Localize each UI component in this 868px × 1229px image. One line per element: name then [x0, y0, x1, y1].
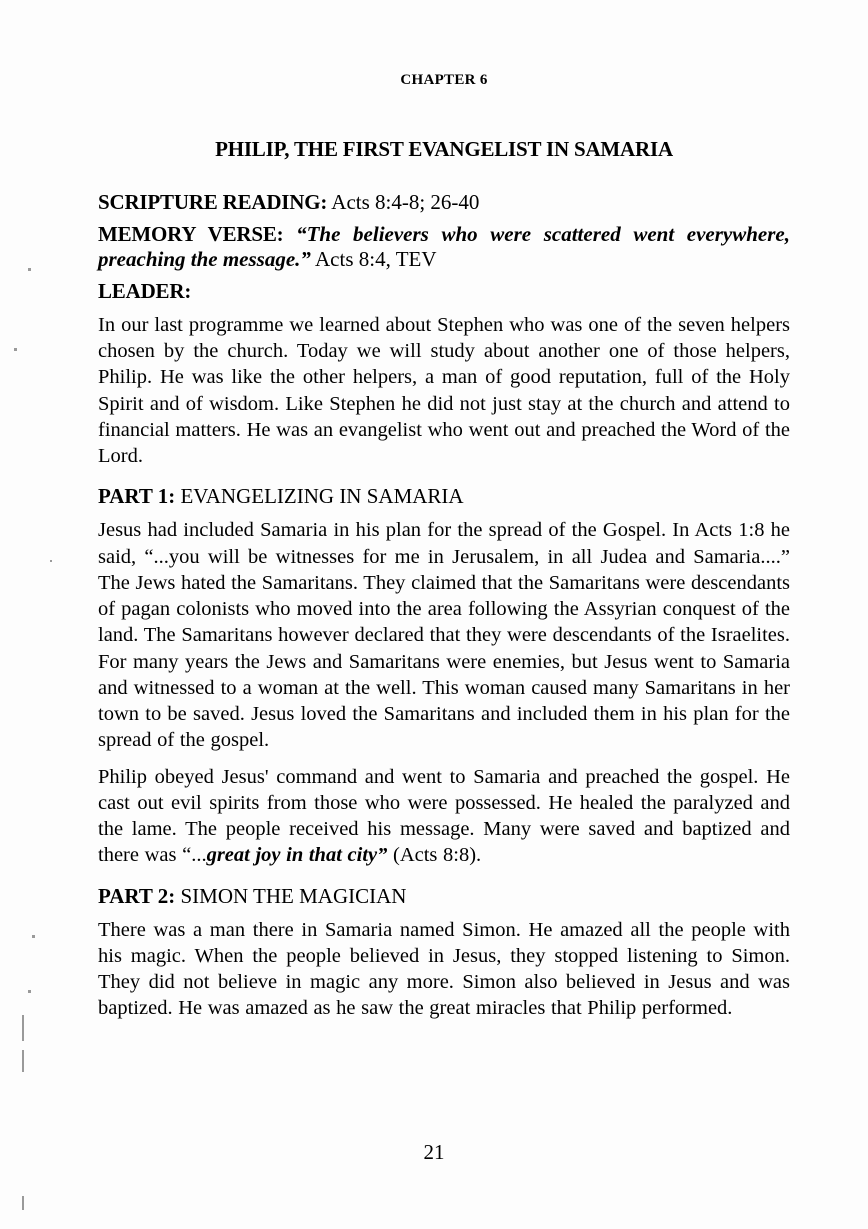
part-1-number: PART 1: [98, 484, 176, 509]
chapter-heading: CHAPTER 6 [400, 72, 488, 88]
page-title: PHILIP, THE FIRST EVANGELIST IN SAMARIA [215, 137, 673, 161]
part-2-number: PART 2: [98, 883, 176, 908]
part-1-paragraph-2-text-b: (Acts 8:8). [387, 844, 482, 867]
memory-verse-quote: “The believers who were scattered went everywhere, preaching the message.” [98, 221, 790, 272]
memory-verse-label: MEMORY VERSE: [98, 221, 284, 246]
part-1-paragraph-2-emphasis: great joy in that city” [206, 844, 388, 867]
part-2-heading [98, 883, 790, 909]
document-content [98, 60, 790, 1022]
memory-verse-block [98, 222, 790, 273]
part-1-title: EVANGELIZING IN SAMARIA [175, 484, 464, 509]
page-number: 21 [423, 1140, 445, 1164]
memory-verse-reference: Acts 8:4, TEV [315, 247, 437, 272]
scripture-reading-value: Acts 8:4-8; 26-40 [331, 190, 480, 214]
part-1-paragraph-2 [98, 764, 790, 869]
scripture-reading-line [98, 190, 790, 216]
part-2-title: SIMON THE MAGICIAN [175, 883, 407, 908]
scan-margin-marks [0, 0, 60, 1229]
part-2-paragraph-1: There was a man there in Samaria named Simon. He amazed all the people with his magic. When the people believed in Jesus, they stopped listening to Simon. They did not believe in magic any more. Simon also believed in Jesus and was baptized. He was amazed as he saw the great miracles that Philip performed. [98, 918, 790, 1020]
part-1-paragraph-2-text-a: Philip obeyed Jesus' command and went to Samaria and preached the gospel. He cast out evil spirits from those who were possessed. He healed the paralyzed and the lame. The people received his message. Many were saved and baptized and there was “... [98, 765, 790, 867]
part-1-heading [98, 483, 790, 509]
leader-paragraph: In our last programme we learned about Stephen who was one of the seven helpers chosen by the church. Today we will study about another one of those helpers, Philip. He was like the other helpers, a man of good reputation, full of the Holy Spirit and of wisdom. Like Stephen he did not just stay at the church and attend to financial matters. He was an evangelist who went out and preached the Word of the Lord. [98, 313, 790, 467]
leader-label: LEADER: [98, 278, 192, 303]
part-1-paragraph-1: Jesus had included Samaria in his plan for the spread of the Gospel. In Acts 1:8 he said, “...you will be witnesses for me in Jerusalem, in all Judea and Samaria....” The Jews hated the Samaritans. They claimed that the Samaritans were descendants of pagan colonists who moved into the area following the Assyrian conquest of the land. The Samaritans however declared that they were descendants of the Israelites. For many years the Jews and Samaritans were enemies, but Jesus went to Samaria and witnessed to a woman at the well. This woman caused many Samaritans in her town to be saved. Jesus loved the Samaritans and included them in his plan for the spread of the gospel. [98, 519, 790, 752]
scripture-reading-label: SCRIPTURE READING: [98, 190, 328, 214]
